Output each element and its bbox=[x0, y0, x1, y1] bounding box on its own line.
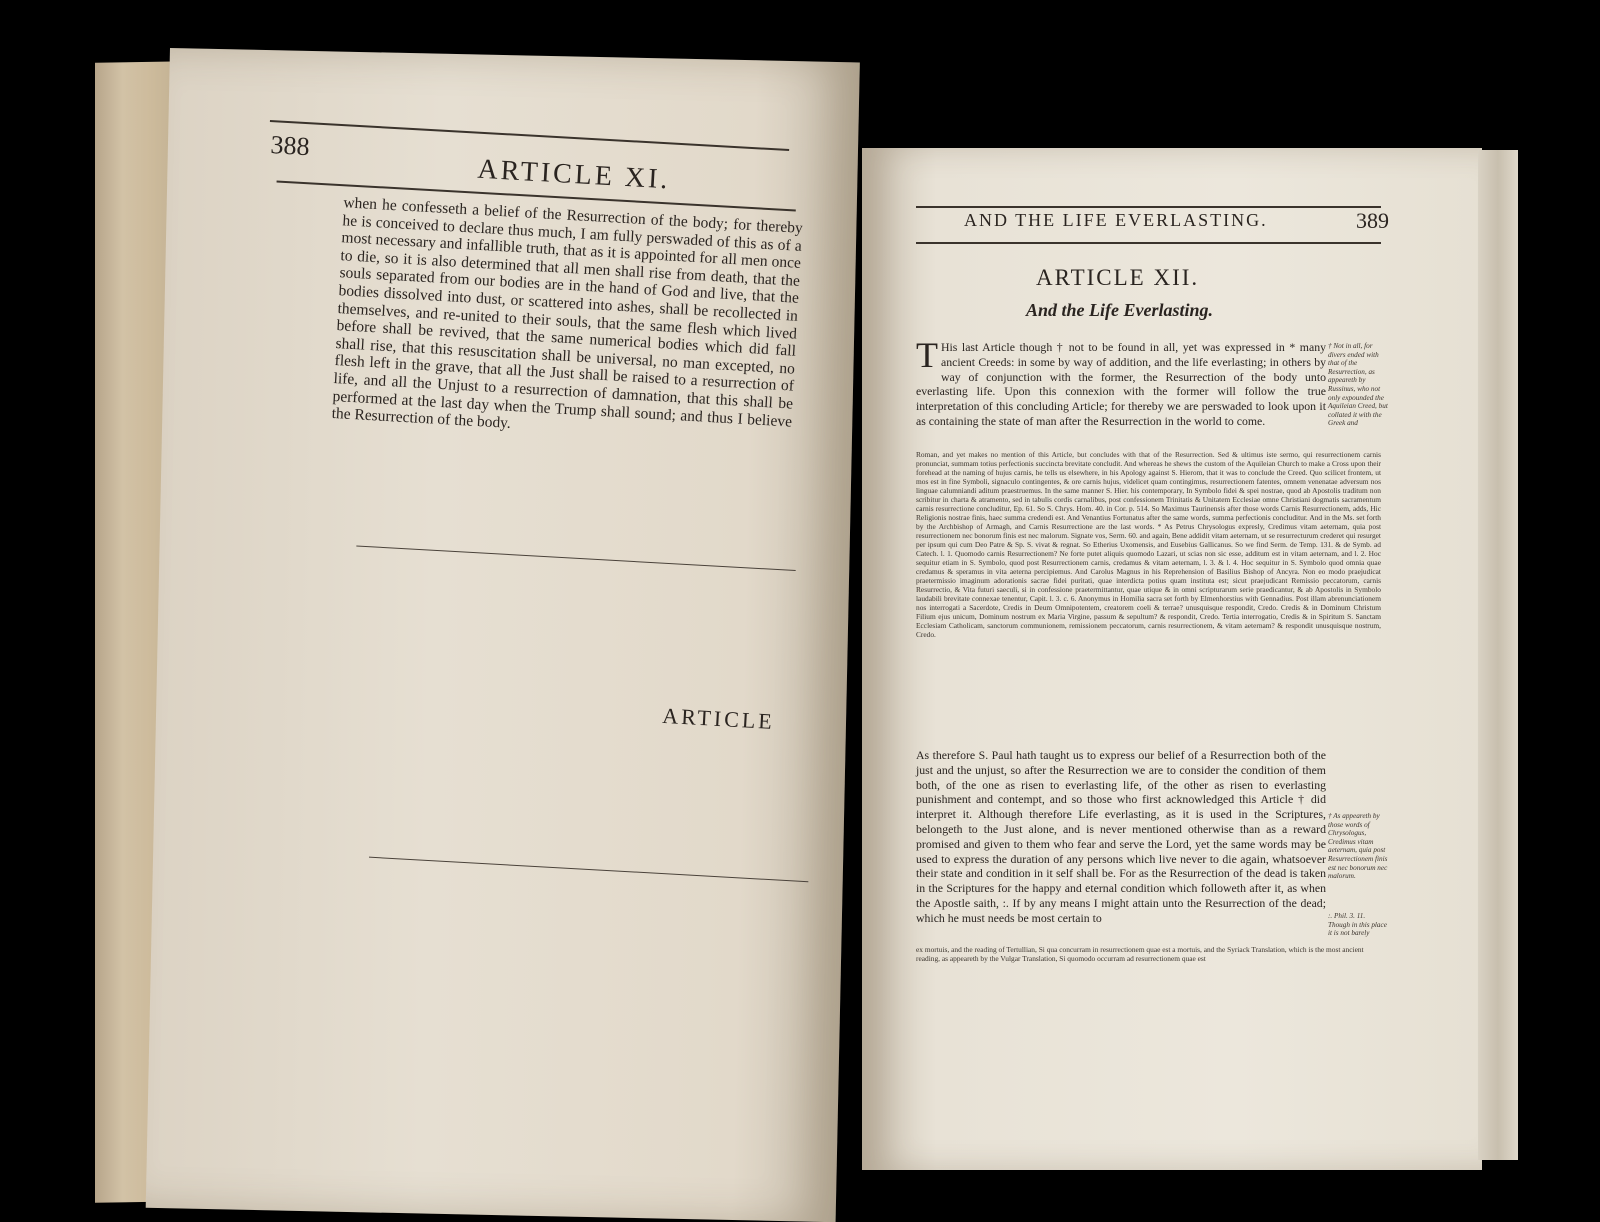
page-heading-left: ARTICLE XI. bbox=[476, 153, 672, 196]
right-page-edges bbox=[1478, 150, 1518, 1160]
page-number-right: 389 bbox=[1356, 208, 1389, 233]
running-head-bottom-rule bbox=[916, 242, 1381, 244]
margin-note: † As appeareth by those words of Chrysologus, Credimus vitam aeternam, quia post Resurrectionem finis est nec bonorum nec malorum. bbox=[1328, 812, 1388, 881]
left-page-content bbox=[224, 120, 829, 970]
margin-note: † Not in all, for divers ended with that of the Resurrection, as appeareth by Russinus, who not only expounded the Aquileian Creed, but collated it with the Greek and bbox=[1328, 342, 1388, 428]
running-head: AND THE LIFE EVERLASTING. bbox=[964, 210, 1268, 230]
page-number-left: 388 bbox=[269, 130, 311, 162]
article-subtitle: And the Life Everlasting. bbox=[1026, 300, 1214, 320]
left-page-body: when he confesseth a belief of the Resurrection of the body; for thereby he is conceived to declare thus much, I am fully perswaded of this as of a most necessary and infallible truth, that as it is appointed for all men once to die, so it is also determined that all men shall rise from death, that the souls separated from our bodies are in the hand of God and live, that the bodies dissolved into dust, or scattered into ashes, shall be recollected in themselves, and re-united to their souls, that the same flesh which lived before shall be revived, that the same numerical bodies which did fall shall rise, that this resuscitation shall be universal, no man excepted, no flesh left in the grave, that all the Just shall be raised to a resurrection of life, and all the Unjust to a resurrection of damnation, that this shall be performed at the last day when the Trump shall sound; and thus I believe the Resurrection of the body. bbox=[331, 194, 804, 433]
page-heading-right: ARTICLE XII. bbox=[1036, 265, 1200, 290]
left-mid-rule bbox=[356, 545, 795, 571]
drop-cap: T bbox=[916, 335, 938, 375]
margin-note: :. Phil. 3. 11. Though in this place it is not barely bbox=[1328, 912, 1387, 938]
article-opening-paragraph bbox=[916, 335, 1326, 429]
footnote: ex mortuis, and the reading of Tertullian, Si qua concurram in resurrectionem quae est a mortuis, and the Syriack Translation, which is the most ancient reading, as appeareth by the Vulgar Translation, Si quomodo occurram ad resurrectionem quae est bbox=[916, 945, 1364, 963]
running-head-top-rule bbox=[916, 206, 1381, 208]
notes-block: Roman, and yet makes no mention of this Article, but concludes with that of the Resurrection. Sed & ultimus iste sermo, qui resurrectionem carnis pronunciat, summam totius perfectionis succincta brevitate concludit. And whereas he shews the custom of the Aquileian Church to make a Cross upon their forehead at the naming of hujus carnis, he tells us elsewhere, in his Apology against S. Hierom, that it was to conclude the Creed. Quo scilicet frontem, ut mos est in fine Symboli, signaculo contingentes, & ore carnis hujus, videlicet quam contingimus, resurrectionem fatentes, omnem venenatae adversum nos linguae calumniandi aditum praestruemus. In the same manner S. Hier. his contemporary, In Symbolo fidei & spei nostrae, quod ab Apostolis traditum non scribitur in charta & atramento, sed in tabulis cordis carnalibus, post confessionem Trinitatis & Unitatem Ecclesiae omne Christiani dogmatis sacramentum carnis resurrectione concluditur, Ep. 61. So S. Chrys. Hom. 40. in Cor. p. 514. So Maximus Taurinensis after those words Carnis Resurrectionem, adds, Hic Religionis nostrae finis, haec summa credendi est. And Venantius Fortunatus after the same words, summa perfectionis concluditur. And in the Ms. set forth by the Archbishop of Armagh, and Carnis Resurrectione are the last words. * As Petrus Chrysologus expresly, Credimus vitam aeternam, quia post resurrectionem nec bonorum finis est nec malorum. Signate vos, Serm. 60. and again, Bene addidit vitam aeternam, ut se resurrecturum crederet qui resurget per ipsum qui cum Deo Patre & Sp. S. vivat & regnat. So Etherius Uxomensis, and Eusebius Gallicanus. So we find Serm. de Temp. 131. & de Symb. ad Catech. l. 1. Quomodo carnis Resurrectionem? Ne forte putet aliquis quomodo Lazari, ut scias non sic esse, additum est in vitam aeternam, and l. 2. Hoc sequitur etiam in S. Symbolo, quod post Resurrectionem carnis, credamus & vitam aeternam, l. 3. & l. 4. Hoc sequitur in S. Symbolo quod omnia quae credamus & speramus in vita aeterna percipiemus. And Carolus Magnus in his Reprehension of Basilius Bishop of Ancyra. Non eo modo praejudicat praetermissio imaginum adorationis sacrae fidei puritati, quae interdicta potius quam instituta est; sicut praejudicant Remissio peccatorum, carnis Resurrectio, & Vita futuri saeculi, si in confessione praetermittantur, quae utique & in omni scripturarum serie praedicantur, & ab Apostolis in Symbolo laudabili brevitate connexae tenentur, Capit. l. 3. c. 6. Anonymus in Homilia sacra set forth by Elmenhorstius with Gennadius. Post illam abrenunciationem nos interrogati a Sacerdote, Credis in Deum Omnipotentem, creatorem coeli & terrae? unusquisque respondit, Credo. Credis & in Dominum Christum Filium ejus unicum, Dominum nostrum ex Maria Virgine, passum & sepultum? & respondit, Credo. Tertia interrogatio, Credis & in Spiritum S. Sanctam Ecclesiam Catholicam, sanctorum communionem, remissionem peccatorum, carnis resurrectionem, & vitam aeternam? & respondit unusquisque nostrum, Credo. bbox=[916, 450, 1381, 639]
second-paragraph: As therefore S. Paul hath taught us to express our belief of a Resurrection both of the just and the unjust, so after the Resurrection we are to consider the condition of them both, of the one as risen to everlasting life, of the other as risen to everlasting punishment and contempt, and so those who first acknowledged this Article † did interpret it. Although therefore Life everlasting, as it is used in the Scriptures, belongeth to the Just alone, and is never mentioned otherwise than as a reward promised and given to them who fear and serve the Lord, yet the same words may be used to express the duration of any persons which live never to die again, whatsoever their state and condition in it self shall be. For as the Resurrection of the dead is taken in the Scriptures for the happy and eternal condition which followeth after it, as when the Apostle saith, :. If by any means I might attain unto the Resurrection of the dead; which he must needs be most certain to bbox=[916, 748, 1326, 925]
opening-paragraph-text: His last Article though † not to be found in all, yet was expressed in * many ancient Creeds: in some by way of addition, and the life everlasting; in others by way of conjunction with the former, the Resurrection of the body unto everlasting life. Upon this connexion with the former will follow the true interpretation of this concluding Article; for thereby we are perswaded to look upon it as containing the state of man after the Resurrection in the world to come. bbox=[916, 340, 1326, 428]
catchword: ARTICLE bbox=[661, 702, 776, 735]
left-bottom-rule bbox=[369, 857, 808, 883]
